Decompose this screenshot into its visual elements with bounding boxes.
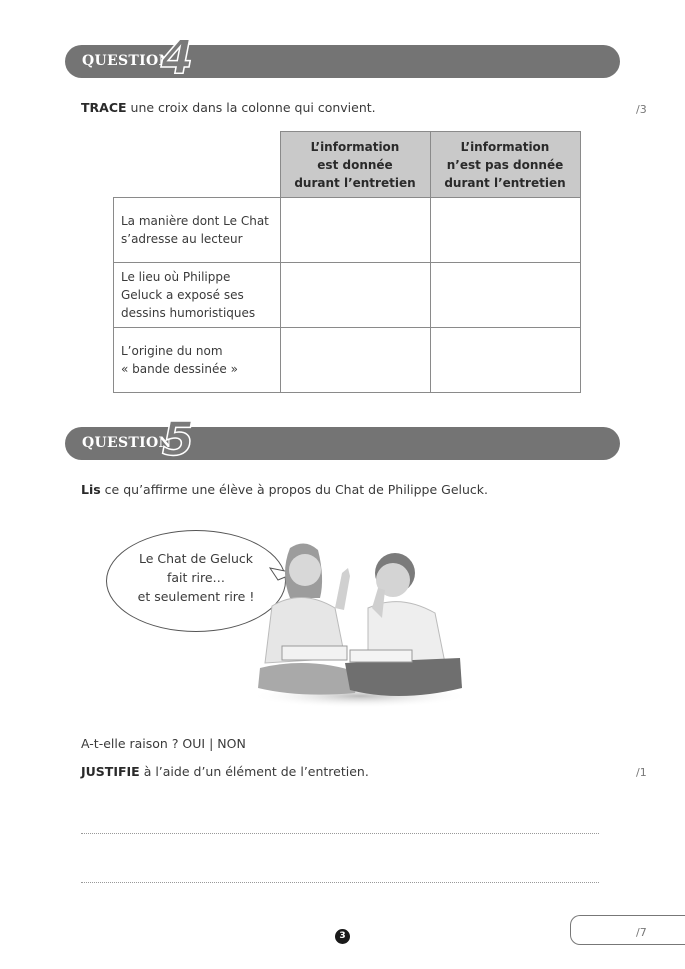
question-label: QUESTION xyxy=(82,53,172,69)
answer-cell[interactable] xyxy=(280,198,430,263)
row-label: La manière dont Le Chat s’adresse au lecteur xyxy=(114,198,281,263)
question-number: 4 xyxy=(161,30,194,84)
q5-instruction: Lis ce qu’affirme une élève à propos du Chat de Philippe Geluck. xyxy=(81,482,489,497)
table-row xyxy=(114,198,581,263)
answer-line[interactable] xyxy=(81,882,599,883)
answer-line[interactable] xyxy=(81,833,599,834)
q4-score: /3 xyxy=(636,103,647,116)
children-photo xyxy=(250,538,465,708)
answer-cell[interactable] xyxy=(280,263,430,328)
q5-score: /1 xyxy=(636,766,647,779)
question-label: QUESTION xyxy=(82,435,172,451)
column-header-given: L’information est donnée durant l’entretien xyxy=(280,132,430,198)
column-header-not-given: L’information n’est pas donnée durant l’entretien xyxy=(430,132,580,198)
answer-cell[interactable] xyxy=(430,263,580,328)
total-score-tab xyxy=(570,915,685,945)
table-corner xyxy=(114,132,281,198)
answer-cell[interactable] xyxy=(430,198,580,263)
row-label: Le lieu où Philippe Geluck a exposé ses dessins humoristiques xyxy=(114,263,281,328)
answer-cell[interactable] xyxy=(280,328,430,393)
answer-table xyxy=(113,131,581,393)
table-row xyxy=(114,263,581,328)
q5-justify: JUSTIFIE à l’aide d’un élément de l’entretien. xyxy=(81,764,369,779)
q4-instruction: TRACE une croix dans la colonne qui convient. xyxy=(81,100,376,115)
page-number: 3 xyxy=(335,929,350,944)
question-5-header xyxy=(65,412,620,466)
table-row xyxy=(114,328,581,393)
question-number: 5 xyxy=(162,412,195,466)
answer-cell[interactable] xyxy=(430,328,580,393)
question-4-header xyxy=(65,30,620,84)
row-label: L’origine du nom « bande dessinée » xyxy=(114,328,281,393)
total-score: /7 xyxy=(636,926,647,939)
q5-question: A-t-elle raison ? OUI | NON xyxy=(81,736,246,751)
speech-bubble: Le Chat de Geluck fait rire… et seulement rire ! xyxy=(106,530,286,632)
